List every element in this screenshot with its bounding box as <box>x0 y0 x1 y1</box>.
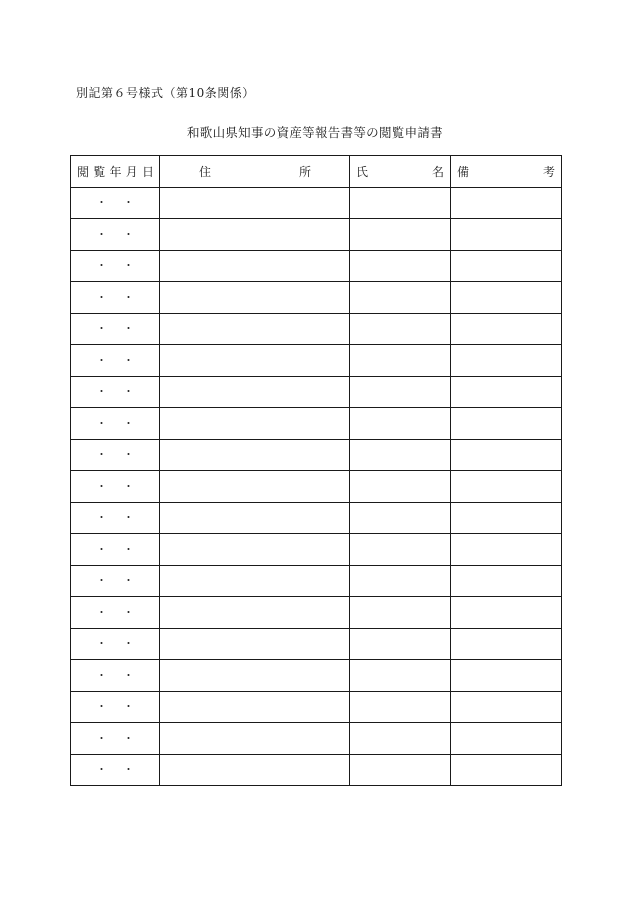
table-header-row <box>71 156 562 188</box>
date-separator-dot: ・ <box>123 731 134 745</box>
header-notes-char: 備 <box>457 164 470 179</box>
date-separator-dot: ・ <box>123 542 134 556</box>
date-separator-dot: ・ <box>123 605 134 619</box>
notes-cell[interactable] <box>451 691 562 723</box>
name-cell[interactable] <box>350 471 451 503</box>
notes-cell[interactable] <box>451 628 562 660</box>
date-separator-dot: ・ <box>96 574 107 588</box>
date-cell[interactable] <box>71 345 160 377</box>
header-address-char: 住 <box>199 164 212 179</box>
date-separator-dot: ・ <box>96 322 107 336</box>
notes-cell[interactable] <box>451 408 562 440</box>
address-cell[interactable] <box>160 187 350 219</box>
document-title: 和歌山県知事の資産等報告書等の閲覧申請書 <box>186 125 443 140</box>
date-separator-dot: ・ <box>123 763 134 777</box>
notes-cell[interactable] <box>451 754 562 786</box>
inspection-register-table <box>70 155 562 786</box>
name-cell[interactable] <box>350 250 451 282</box>
address-cell[interactable] <box>160 376 350 408</box>
address-cell[interactable] <box>160 502 350 534</box>
header-inspection-date <box>71 156 160 188</box>
address-cell[interactable] <box>160 313 350 345</box>
date-separator-dot: ・ <box>123 700 134 714</box>
date-cell[interactable] <box>71 282 160 314</box>
header-date-char: 日 <box>141 164 154 179</box>
date-cell[interactable] <box>71 376 160 408</box>
notes-cell[interactable] <box>451 502 562 534</box>
notes-cell[interactable] <box>451 597 562 629</box>
table-row <box>71 534 562 566</box>
name-cell[interactable] <box>350 408 451 440</box>
table-row <box>71 502 562 534</box>
table-row <box>71 597 562 629</box>
table-row <box>71 345 562 377</box>
table-row <box>71 723 562 755</box>
header-address <box>160 156 350 188</box>
date-cell[interactable] <box>71 219 160 251</box>
notes-cell[interactable] <box>451 282 562 314</box>
notes-cell[interactable] <box>451 723 562 755</box>
address-cell[interactable] <box>160 250 350 282</box>
name-cell[interactable] <box>350 565 451 597</box>
header-name-char: 氏 <box>356 164 369 179</box>
table-row <box>71 219 562 251</box>
notes-cell[interactable] <box>451 534 562 566</box>
date-separator-dot: ・ <box>96 605 107 619</box>
address-cell[interactable] <box>160 471 350 503</box>
date-cell[interactable] <box>71 660 160 692</box>
date-separator-dot: ・ <box>96 290 107 304</box>
date-separator-dot: ・ <box>96 416 107 430</box>
header-name-char: 名 <box>431 164 444 179</box>
date-separator-dot: ・ <box>123 290 134 304</box>
date-cell[interactable] <box>71 565 160 597</box>
table-row <box>71 282 562 314</box>
address-cell[interactable] <box>160 534 350 566</box>
address-cell[interactable] <box>160 754 350 786</box>
address-cell[interactable] <box>160 282 350 314</box>
table-row <box>71 628 562 660</box>
date-separator-dot: ・ <box>96 637 107 651</box>
name-cell[interactable] <box>350 439 451 471</box>
table-row <box>71 691 562 723</box>
address-cell[interactable] <box>160 439 350 471</box>
notes-cell[interactable] <box>451 313 562 345</box>
date-separator-dot: ・ <box>96 385 107 399</box>
address-cell[interactable] <box>160 628 350 660</box>
notes-cell[interactable] <box>451 471 562 503</box>
table-row <box>71 313 562 345</box>
date-separator-dot: ・ <box>96 227 107 241</box>
date-separator-dot: ・ <box>96 196 107 210</box>
name-cell[interactable] <box>350 219 451 251</box>
date-cell[interactable] <box>71 597 160 629</box>
date-separator-dot: ・ <box>123 479 134 493</box>
name-cell[interactable] <box>350 187 451 219</box>
date-separator-dot: ・ <box>123 511 134 525</box>
name-cell[interactable] <box>350 282 451 314</box>
form-number-label: 別記第６号様式（第10条関係） <box>76 86 255 100</box>
address-cell[interactable] <box>160 219 350 251</box>
date-separator-dot: ・ <box>123 668 134 682</box>
date-separator-dot: ・ <box>96 353 107 367</box>
date-cell[interactable] <box>71 187 160 219</box>
date-separator-dot: ・ <box>96 700 107 714</box>
table-row <box>71 565 562 597</box>
notes-cell[interactable] <box>451 565 562 597</box>
date-cell[interactable] <box>71 534 160 566</box>
notes-cell[interactable] <box>451 187 562 219</box>
table-row <box>71 439 562 471</box>
date-cell[interactable] <box>71 250 160 282</box>
date-separator-dot: ・ <box>123 385 134 399</box>
date-cell[interactable] <box>71 408 160 440</box>
header-notes-char: 考 <box>542 164 555 179</box>
table-row <box>71 660 562 692</box>
header-date-char: 月 <box>125 164 138 179</box>
name-cell[interactable] <box>350 313 451 345</box>
address-cell[interactable] <box>160 723 350 755</box>
notes-cell[interactable] <box>451 345 562 377</box>
address-cell[interactable] <box>160 691 350 723</box>
date-separator-dot: ・ <box>123 416 134 430</box>
date-cell[interactable] <box>71 471 160 503</box>
notes-cell[interactable] <box>451 376 562 408</box>
date-cell[interactable] <box>71 502 160 534</box>
date-separator-dot: ・ <box>123 448 134 462</box>
date-separator-dot: ・ <box>123 353 134 367</box>
address-cell[interactable] <box>160 597 350 629</box>
date-cell[interactable] <box>71 439 160 471</box>
date-separator-dot: ・ <box>96 668 107 682</box>
header-name <box>350 156 451 188</box>
header-date-char: 年 <box>109 164 122 179</box>
table-row <box>71 187 562 219</box>
table-row <box>71 376 562 408</box>
notes-cell[interactable] <box>451 439 562 471</box>
address-cell[interactable] <box>160 345 350 377</box>
date-cell[interactable] <box>71 691 160 723</box>
notes-cell[interactable] <box>451 660 562 692</box>
header-date-char: 覧 <box>93 164 106 179</box>
date-separator-dot: ・ <box>123 259 134 273</box>
header-notes <box>451 156 562 188</box>
date-cell[interactable] <box>71 754 160 786</box>
name-cell[interactable] <box>350 376 451 408</box>
date-separator-dot: ・ <box>96 542 107 556</box>
date-separator-dot: ・ <box>96 448 107 462</box>
notes-cell[interactable] <box>451 250 562 282</box>
date-separator-dot: ・ <box>123 196 134 210</box>
table-body <box>71 187 562 786</box>
header-address-char: 所 <box>298 164 311 179</box>
name-cell[interactable] <box>350 628 451 660</box>
date-cell[interactable] <box>71 723 160 755</box>
table-row <box>71 754 562 786</box>
date-separator-dot: ・ <box>96 511 107 525</box>
date-cell[interactable] <box>71 313 160 345</box>
date-separator-dot: ・ <box>123 322 134 336</box>
date-separator-dot: ・ <box>96 731 107 745</box>
address-cell[interactable] <box>160 565 350 597</box>
date-separator-dot: ・ <box>123 637 134 651</box>
notes-cell[interactable] <box>451 219 562 251</box>
name-cell[interactable] <box>350 723 451 755</box>
name-cell[interactable] <box>350 534 451 566</box>
table-row <box>71 250 562 282</box>
date-separator-dot: ・ <box>96 763 107 777</box>
date-separator-dot: ・ <box>96 479 107 493</box>
date-separator-dot: ・ <box>123 574 134 588</box>
name-cell[interactable] <box>350 597 451 629</box>
name-cell[interactable] <box>350 345 451 377</box>
table-row <box>71 471 562 503</box>
date-separator-dot: ・ <box>96 259 107 273</box>
table-row <box>71 408 562 440</box>
address-cell[interactable] <box>160 660 350 692</box>
name-cell[interactable] <box>350 754 451 786</box>
date-cell[interactable] <box>71 628 160 660</box>
name-cell[interactable] <box>350 660 451 692</box>
address-cell[interactable] <box>160 408 350 440</box>
name-cell[interactable] <box>350 691 451 723</box>
date-separator-dot: ・ <box>123 227 134 241</box>
header-date-char: 閲 <box>77 164 90 179</box>
name-cell[interactable] <box>350 502 451 534</box>
